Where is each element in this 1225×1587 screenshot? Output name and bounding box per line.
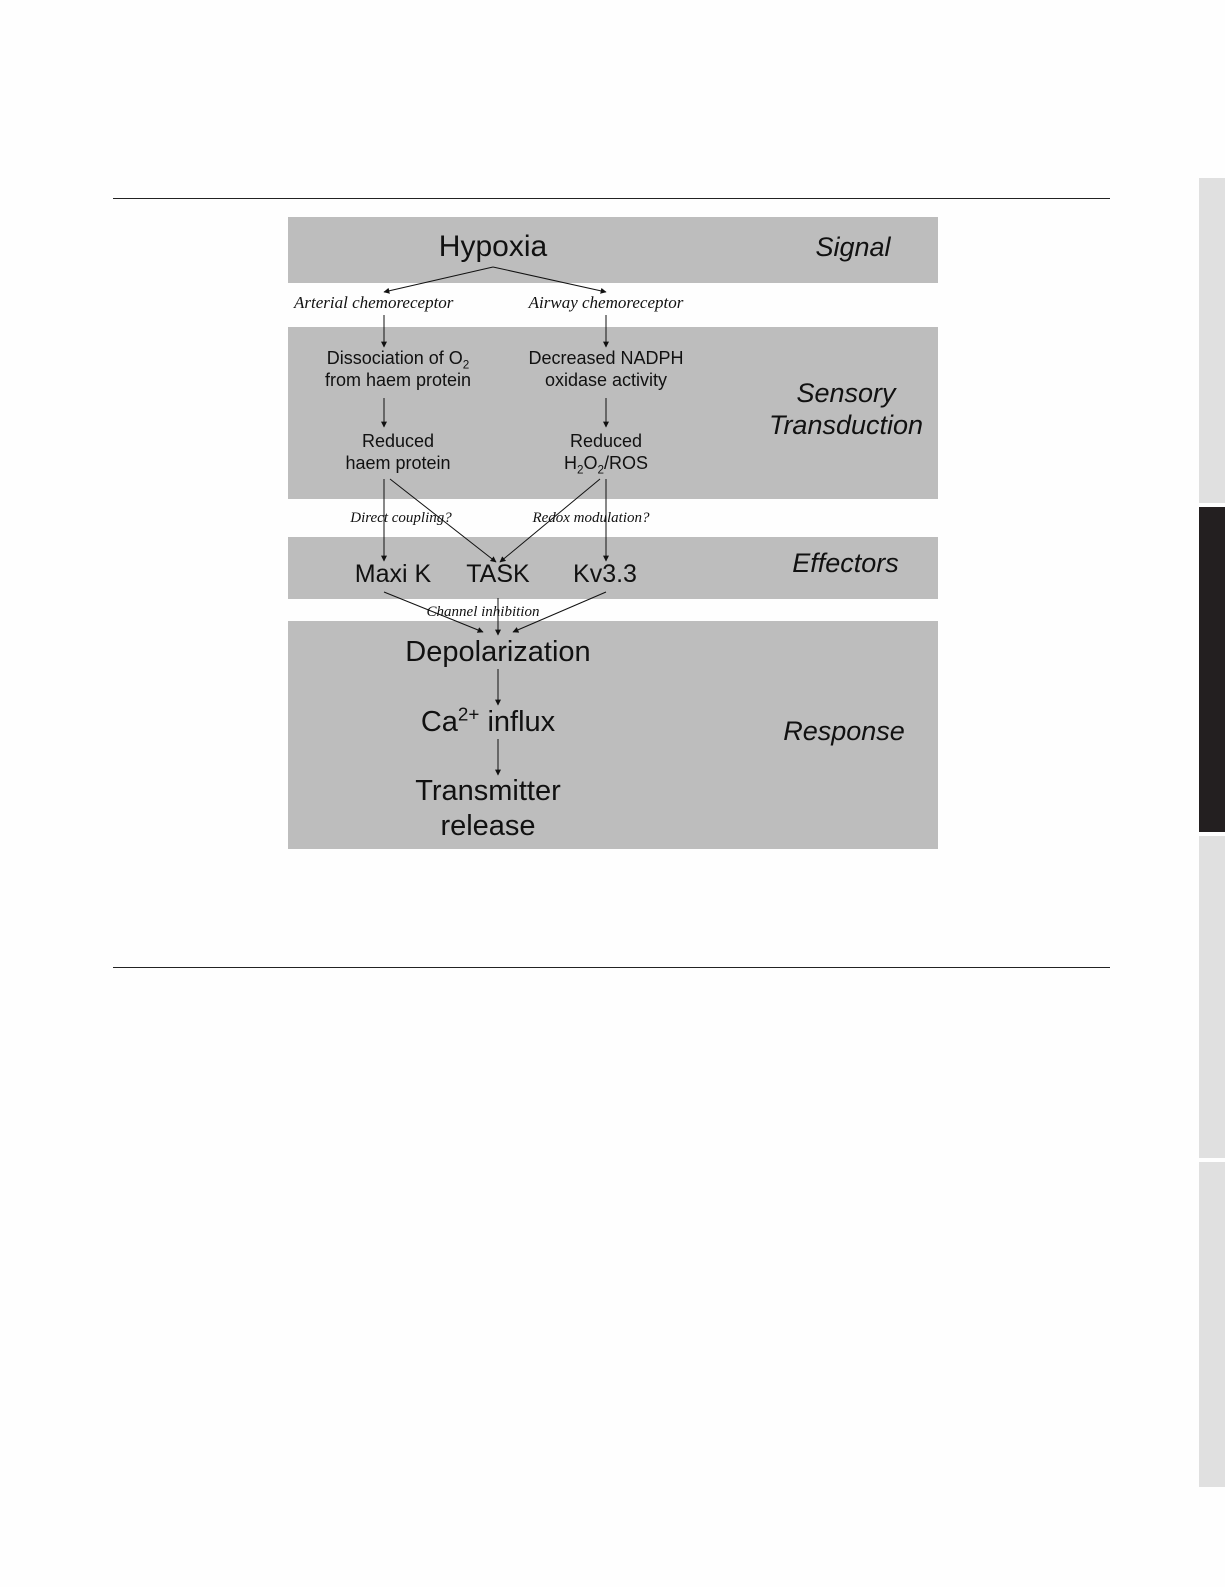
hypoxia-node: Hypoxia	[438, 230, 548, 263]
reduced-ros-node	[500, 431, 712, 477]
effectors-label: Effectors	[792, 548, 899, 578]
o2-subscript: 2	[462, 358, 470, 372]
o2-dissociation-line2: from haem protein	[324, 369, 472, 390]
ros-sub1: 2	[576, 463, 584, 477]
bottom-rule	[113, 967, 1110, 968]
signal-label: Signal	[815, 232, 891, 262]
airway-chemoreceptor-label: Airway chemoreceptor	[528, 293, 684, 312]
ca-prefix: Ca	[420, 706, 458, 738]
kv33-node: Kv3.3	[573, 560, 637, 588]
depolarization-node: Depolarization	[405, 636, 591, 668]
redox-modulation-label: Redox modulation?	[532, 510, 650, 526]
o2-dissociation-line1: Dissociation of O	[326, 348, 463, 368]
nadph-oxidase-line2: oxidase activity	[544, 369, 668, 390]
reduced-haem-line1: Reduced	[361, 431, 435, 451]
reduced-ros-line1: Reduced	[569, 431, 643, 451]
sensory-transduction-line1: Sensory	[796, 378, 896, 408]
ca-superscript: 2+	[457, 703, 480, 725]
thumb-tab-3	[1199, 836, 1225, 1158]
channel-inhibition-label: Channel inhibition	[426, 604, 540, 620]
o2-dissociation-node	[292, 348, 504, 391]
response-label: Response	[783, 716, 905, 746]
task-node: TASK	[466, 560, 530, 588]
nadph-oxidase-line1: Decreased NADPH	[528, 348, 684, 368]
transmitter-release-node	[368, 774, 608, 844]
ca-influx-node	[368, 705, 608, 740]
direct-coupling-label: Direct coupling?	[350, 510, 452, 526]
reduced-haem-line2: haem protein	[345, 452, 451, 473]
transmitter-line1: Transmitter	[415, 775, 561, 807]
ros-tail: /ROS	[604, 452, 649, 473]
transmitter-line2: release	[440, 809, 536, 842]
nadph-oxidase-node	[500, 348, 712, 391]
ros-h: H	[563, 452, 577, 473]
thumb-tab-active	[1199, 507, 1225, 832]
ros-sub2: 2	[597, 463, 605, 477]
maxi-k-node: Maxi K	[354, 560, 432, 588]
arterial-chemoreceptor-label: Arterial chemoreceptor	[294, 293, 454, 312]
top-rule	[113, 198, 1110, 199]
ros-o: O	[583, 452, 598, 473]
thumb-tab-4	[1199, 1162, 1225, 1487]
sensory-transduction-line2: Transduction	[768, 410, 924, 441]
reduced-haem-node	[292, 431, 504, 474]
ca-suffix: influx	[479, 706, 556, 738]
thumb-tab-1	[1199, 178, 1225, 503]
sensory-transduction-label	[758, 377, 934, 442]
hypoxia-pathway-diagram	[288, 217, 938, 849]
